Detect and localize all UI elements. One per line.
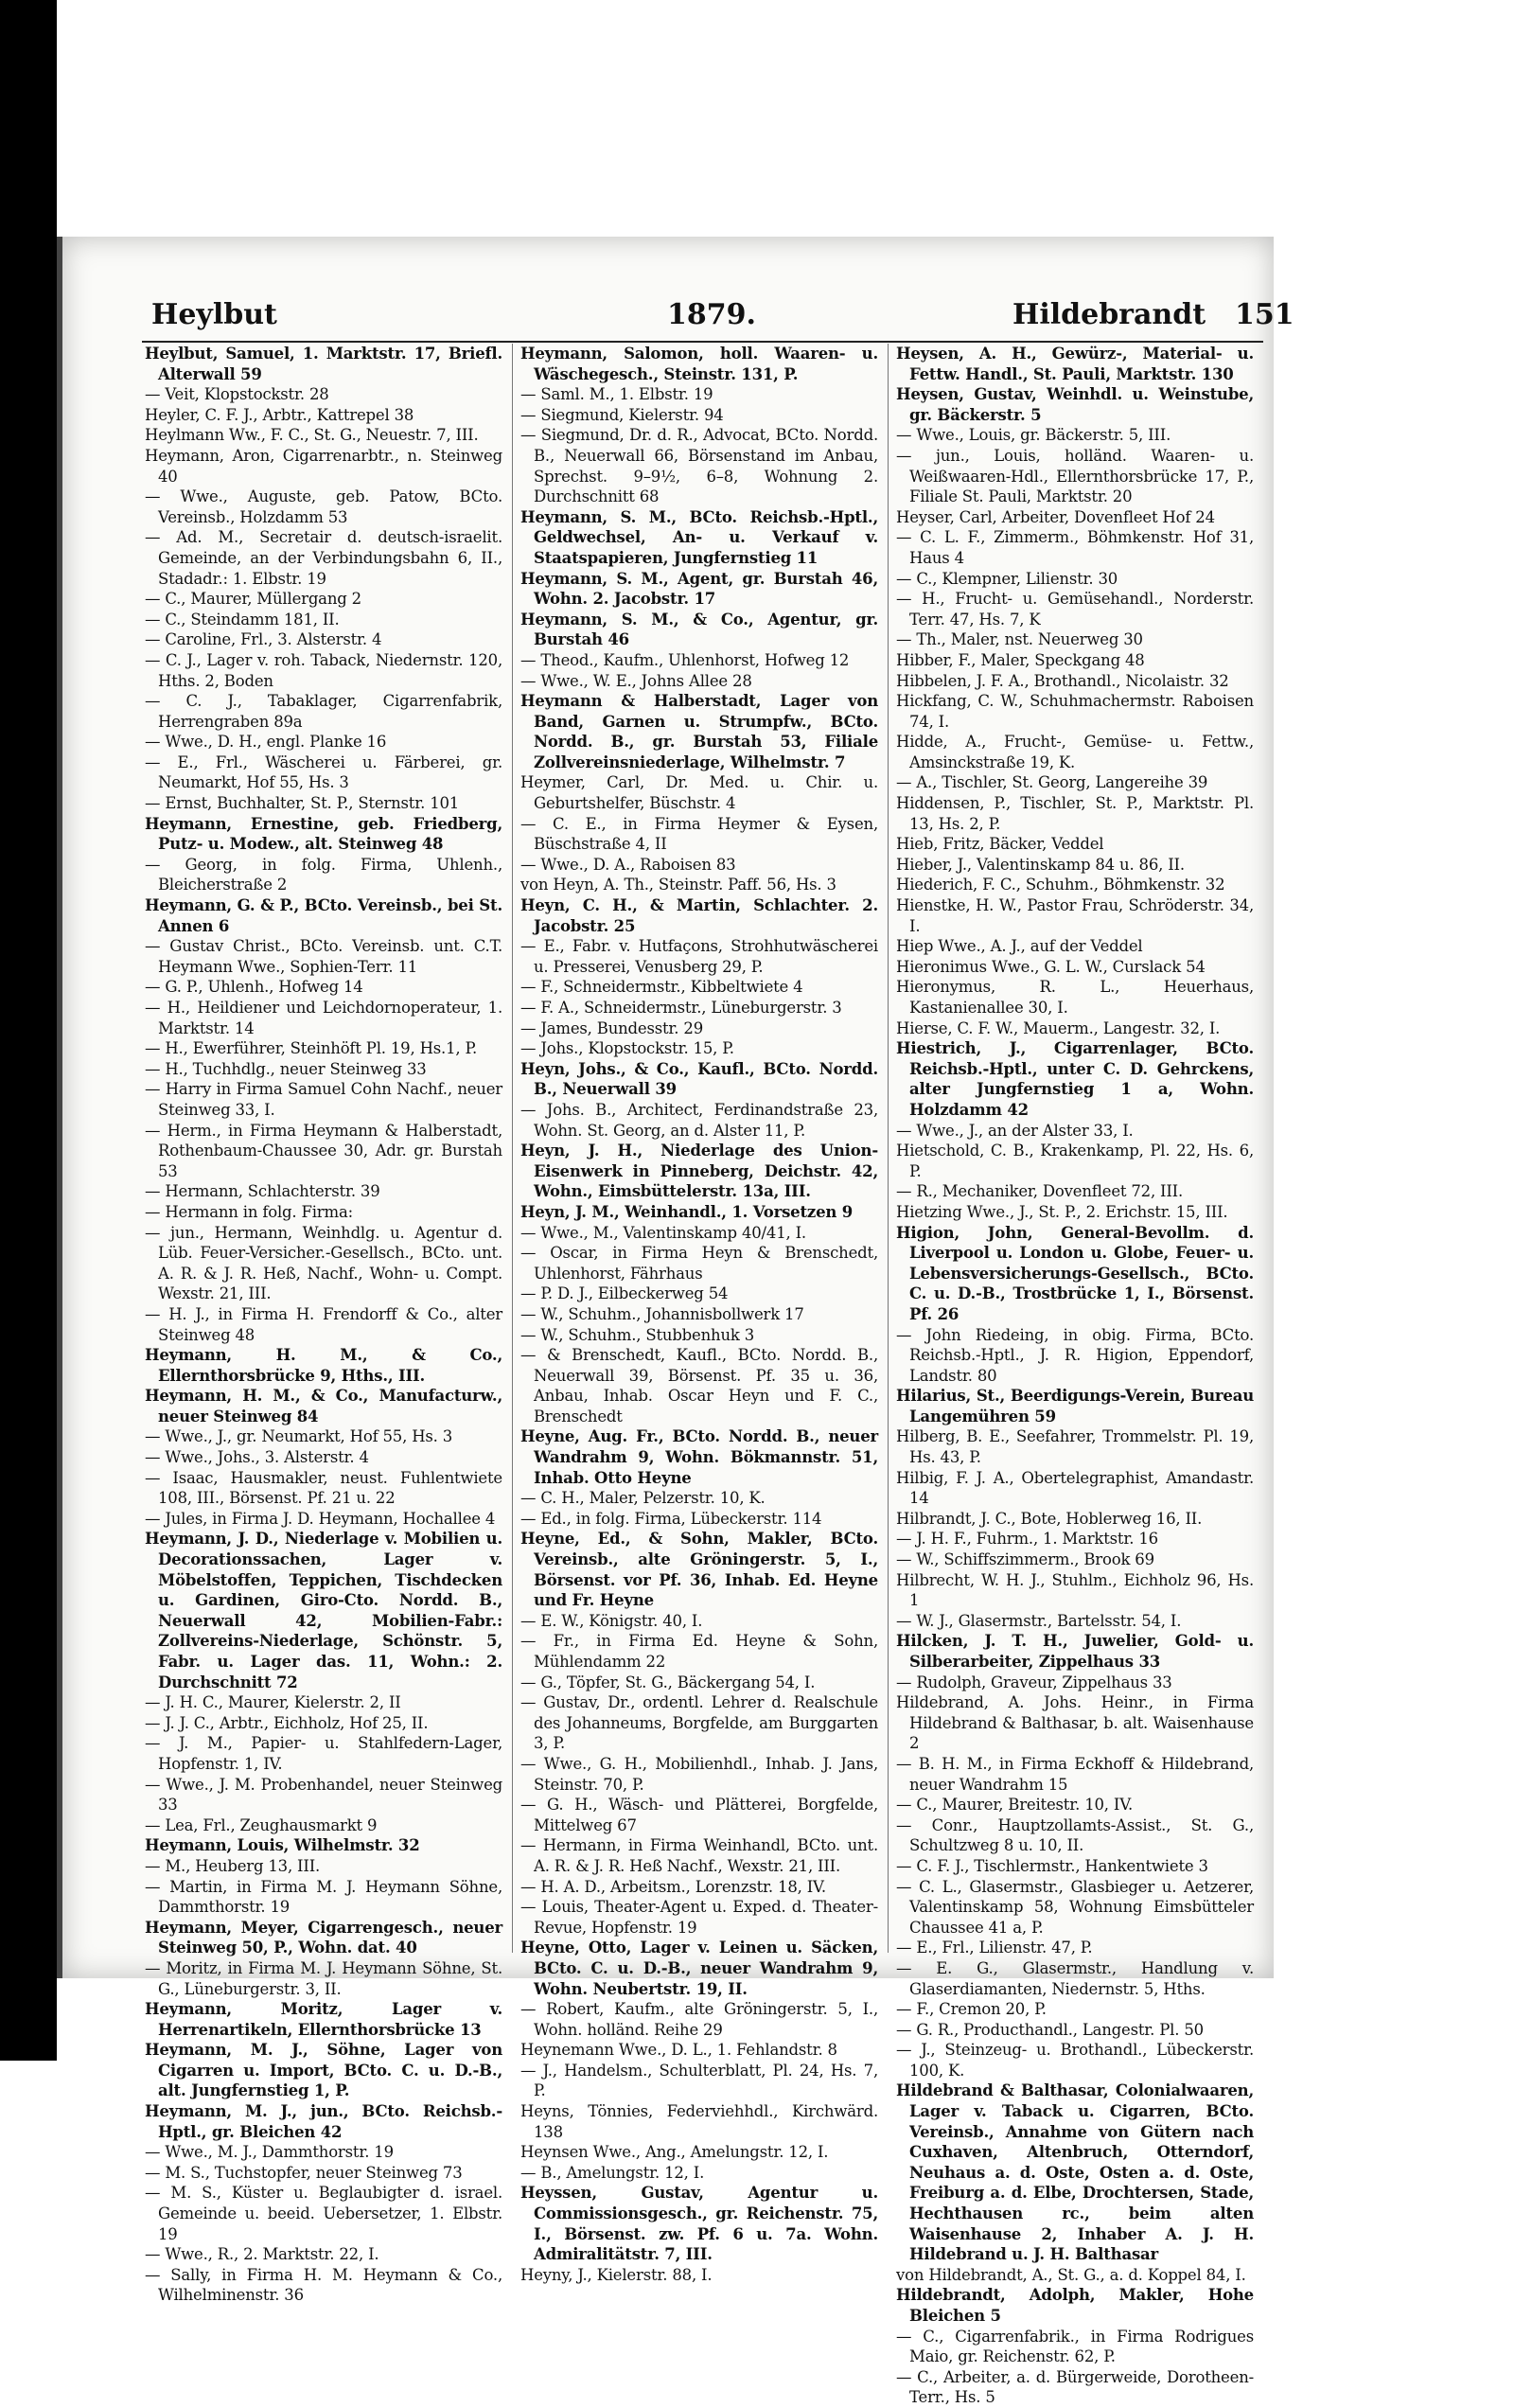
directory-entry: Hilbrandt, J. C., Bote, Hoblerweg 16, II. <box>896 1509 1203 1528</box>
directory-entry: — J. J. C., Arbtr., Eichholz, Hof 25, II. <box>145 1713 429 1732</box>
directory-entry: — M. S., Küster u. Beglaubigter d. israel. Gemeinde u. beeid. Uebersetzer, 1. Elbstr. 19 <box>145 2184 502 2243</box>
directory-entry: — Siegmund, Dr. d. R., Advocat, BCto. Nordd. B., Neuerwall 66, Börsenstand im Anbau, Sprechst. 9–9½, 6–8, Wohnung 2. Durchschnitt 68 <box>520 426 878 506</box>
directory-entry: — Wwe., M., Valentinskamp 40/41, I. <box>520 1223 806 1242</box>
directory-entry: — C. J., Lager v. roh. Taback, Niedernstr. 120, Hths. 2, Boden <box>145 650 502 690</box>
directory-entry: Heyn, Johs., & Co., Kaufl., BCto. Nordd. B., Neuerwall 39 <box>520 1059 878 1099</box>
directory-entry: — C., Klempner, Lilienstr. 30 <box>896 569 1118 588</box>
directory-entry: — C. L., Glasermstr., Glasbieger u. Aetzerer, Valentinskamp 58, Wohnung Eimsbütteler Chaussee 41 a, P. <box>896 1877 1254 1937</box>
header-rule <box>142 341 1263 343</box>
directory-entry: — Veit, Klopstockstr. 28 <box>145 385 329 404</box>
directory-entry: Hibbelen, J. F. A., Brothandl., Nicolaistr. 32 <box>896 671 1229 690</box>
directory-entry: — Wwe., J. M. Probenhandel, neuer Steinweg 33 <box>145 1775 502 1815</box>
directory-entry: — C., Maurer, Müllergang 2 <box>145 590 361 609</box>
header-year: 1879. <box>667 298 756 331</box>
directory-entry: — Robert, Kaufm., alte Gröningerstr. 5, I., Wohn. holländ. Reihe 29 <box>520 2000 878 2039</box>
directory-entry: — Oscar, in Firma Heyn & Brenschedt, Uhlenhorst, Fährhaus <box>520 1244 878 1283</box>
directory-entry: — Harry in Firma Samuel Cohn Nachf., neuer Steinweg 33, I. <box>145 1080 502 1119</box>
directory-entry: Hickfang, C. W., Schuhmachermstr. Raboisen 74, I. <box>896 692 1254 731</box>
directory-entry: Heymann, Ernestine, geb. Friedberg, Putz- u. Modew., alt. Steinweg 48 <box>145 814 502 854</box>
directory-entry: — Saml. M., 1. Elbstr. 19 <box>520 385 713 404</box>
directory-entry: Heyn, J. M., Weinhandl., 1. Vorsetzen 9 <box>520 1202 853 1221</box>
directory-entry: — C. F. J., Tischlermstr., Hankentwiete 3 <box>896 1856 1208 1875</box>
directory-entry: Hilcken, J. T. H., Juwelier, Gold- u. Silberarbeiter, Zippelhaus 33 <box>896 1632 1254 1671</box>
directory-entry: Hierse, C. F. W., Mauerm., Langestr. 32, I. <box>896 1018 1221 1037</box>
directory-entry: — Wwe., Auguste, geb. Patow, BCto. Vereinsb., Holzdamm 53 <box>145 487 502 526</box>
directory-entry: Hilbrecht, W. H. J., Stuhlm., Eichholz 96, Hs. 1 <box>896 1570 1254 1610</box>
directory-entry: Heymann, Aron, Cigarrenarbtr., n. Steinweg 40 <box>145 446 502 486</box>
directory-entry: — John Riedeing, in obig. Firma, BCto. Reichsb.-Hptl., J. R. Higion, Eppendorf, Landstr. 80 <box>896 1325 1254 1385</box>
directory-entry: Heymann, M. J., Söhne, Lager von Cigarren u. Import, BCto. C. u. D.-B., alt. Jungfernstieg 1, P. <box>145 2041 502 2100</box>
directory-entry: — Hermann, in Firma Weinhandl, BCto. unt. A. R. & J. R. Heß Nachf., Wexstr. 21, III. <box>520 1836 878 1875</box>
directory-entry: — W. J., Glasermstr., Bartelsstr. 54, I. <box>896 1611 1182 1630</box>
directory-entry: Hilarius, St., Beerdigungs-Verein, Bureau Langemühren 59 <box>896 1387 1254 1425</box>
directory-entry: — M. S., Tuchstopfer, neuer Steinweg 73 <box>145 2163 463 2182</box>
directory-entry: Heynsen Wwe., Ang., Amelungstr. 12, I. <box>520 2143 829 2162</box>
directory-entry: Hietschold, C. B., Krakenkamp, Pl. 22, Hs. 6, P. <box>896 1142 1254 1180</box>
directory-entry: — Conr., Hauptzollamts-Assist., St. G., Schultzweg 8 u. 10, II. <box>896 1815 1254 1855</box>
directory-entry: — Johs. B., Architect, Ferdinandstraße 23, Wohn. St. Georg, an d. Alster 11, P. <box>520 1100 878 1140</box>
directory-entry: — Gustav, Dr., ordentl. Lehrer d. Realschule des Johanneums, Borgfelde, am Burggarten 3, P. <box>520 1693 878 1753</box>
directory-entry: — C. E., in Firma Heymer & Eysen, Büschstraße 4, II <box>520 814 878 854</box>
directory-entry: Higion, John, General-Bevollm. d. Liverpool u. London u. Globe, Feuer- u. Lebensversicherungs-Gesellsch., BCto. C. u. D.-B., Trostbrücke 1, I., Börsenst. Pf. 26 <box>896 1223 1254 1323</box>
directory-entry: Heymann, J. D., Niederlage v. Mobilien u. Decorationssachen, Lager v. Möbelstoffen, Teppichen, Tischdecken u. Gardinen, Giro-Cto. Nordd. B., Neuerwall 42, Mobilien-Fabr.: Zollvereins-Niederlage, Schönstr. 5, Fabr. u. Lager das. 11, Wohn.: 2. Durchschnitt 72 <box>145 1530 502 1691</box>
directory-entry: — M., Heuberg 13, III. <box>145 1856 321 1875</box>
directory-entry: — J. M., Papier- u. Stahlfedern-Lager, Hopfenstr. 1, IV. <box>145 1734 502 1773</box>
directory-entry: — H., Heildiener und Leichdornoperateur, 1. Marktstr. 14 <box>145 999 502 1037</box>
directory-entry: — B., Amelungstr. 12, I. <box>520 2163 705 2182</box>
directory-entry: Hietzing Wwe., J., St. P., 2. Erichstr. 15, III. <box>896 1202 1228 1221</box>
directory-entry: — Ad. M., Secretair d. deutsch-israelit. Gemeinde, an der Verbindungsbahn 6, II., Stadadr.: 1. Elbstr. 19 <box>145 528 502 588</box>
directory-entry: — Fr., in Firma Ed. Heyne & Sohn, Mühlendamm 22 <box>520 1632 878 1671</box>
directory-entry: — C. H., Maler, Pelzerstr. 10, K. <box>520 1489 766 1508</box>
directory-entry: Heyns, Tönnies, Federviehhdl., Kirchwärd. 138 <box>520 2102 878 2141</box>
directory-entry: Heyny, J., Kielerstr. 88, I. <box>520 2265 713 2284</box>
directory-entry: — Wwe., G. H., Mobilienhdl., Inhab. J. Jans, Steinstr. 70, P. <box>520 1754 878 1794</box>
directory-entry: Heymann & Halberstadt, Lager von Band, Garnen u. Strumpfw., BCto. Nordd. B., gr. Burstah 53, Filiale Zollvereinsniederlage, Wilhelmstr. 7 <box>520 692 878 771</box>
directory-entry: Hilberg, B. E., Seefahrer, Trommelstr. Pl. 19, Hs. 43, P. <box>896 1427 1254 1467</box>
directory-entry: Heyser, Carl, Arbeiter, Dovenfleet Hof 24 <box>896 507 1215 526</box>
directory-entry: — Jules, in Firma J. D. Heymann, Hochallee 4 <box>145 1509 496 1528</box>
directory-entry: — C., Arbeiter, a. d. Bürgerweide, Dorotheen-Terr., Hs. 5 <box>896 2367 1254 2407</box>
directory-entry: — James, Bundesstr. 29 <box>520 1018 703 1037</box>
directory-entry: Heymann, Salomon, holl. Waaren- u. Wäschegesch., Steinstr. 131, P. <box>520 345 878 383</box>
directory-entry: — G., Töpfer, St. G., Bäckergang 54, I. <box>520 1673 816 1691</box>
directory-entry: Heyne, Ed., & Sohn, Makler, BCto. Vereinsb., alte Gröningerstr. 5, I., Börsenst. vor Pf. 36, Inhab. Ed. Heyne und Fr. Heyne <box>520 1530 878 1610</box>
directory-entry: — E., Frl., Wäscherei u. Färberei, gr. Neumarkt, Hof 55, Hs. 3 <box>145 752 502 792</box>
directory-entry: Heymer, Carl, Dr. Med. u. Chir. u. Geburtshelfer, Büschstr. 4 <box>520 773 878 813</box>
directory-entry: — W., Schuhm., Johannisbollwerk 17 <box>520 1304 804 1323</box>
directory-entry: — E., Frl., Lilienstr. 47, P. <box>896 1939 1093 1957</box>
directory-entry: — Hermann, Schlachterstr. 39 <box>145 1182 380 1201</box>
directory-entry: Heyne, Otto, Lager v. Leinen u. Säcken, BCto. C. u. D.-B., neuer Wandrahm 9, Wohn. Neubertstr. 19, II. <box>520 1939 878 1998</box>
directory-entry: Heymann, M. J., jun., BCto. Reichsb.-Hptl., gr. Bleichen 42 <box>145 2102 502 2141</box>
directory-entry: Hibber, F., Maler, Speckgang 48 <box>896 650 1145 669</box>
directory-entry: — Martin, in Firma M. J. Heymann Söhne, Dammthorstr. 19 <box>145 1877 502 1917</box>
directory-entry: — & Brenschedt, Kaufl., BCto. Nordd. B., Neuerwall 39, Börsenst. Pf. 35 u. 36, Anbau, Inhab. Oscar Heyn und F. C., Brenschedt <box>520 1346 878 1425</box>
directory-entry: Heymann, S. M., Agent, gr. Burstah 46, Wohn. 2. Jacobstr. 17 <box>520 569 878 609</box>
directory-entry: — H. J., in Firma H. Frendorff & Co., alter Steinweg 48 <box>145 1304 502 1344</box>
directory-entry: Hildebrand, A. Johs. Heinr., in Firma Hildebrand & Balthasar, b. alt. Waisenhause 2 <box>896 1693 1254 1753</box>
directory-entry: — A., Tischler, St. Georg, Langereihe 39 <box>896 773 1208 792</box>
directory-entry: von Hildebrandt, A., St. G., a. d. Koppel 84, I. <box>896 2265 1246 2284</box>
directory-entry: — Wwe., Johs., 3. Alsterstr. 4 <box>145 1448 369 1467</box>
directory-entry: Heynemann Wwe., D. L., 1. Fehlandstr. 8 <box>520 2041 837 2060</box>
directory-entry: Hiddensen, P., Tischler, St. P., Marktstr. Pl. 13, Hs. 2, P. <box>896 794 1254 833</box>
column-3 <box>896 344 1254 2408</box>
column-divider <box>512 344 513 1953</box>
directory-entry: — E. G., Glasermstr., Handlung v. Glaserdiamanten, Niedernstr. 5, Hths. <box>896 1958 1254 1998</box>
column-divider <box>888 344 889 1953</box>
directory-entry: — Siegmund, Kielerstr. 94 <box>520 405 724 424</box>
directory-entry: Heyler, C. F. J., Arbtr., Kattrepel 38 <box>145 405 414 424</box>
directory-entry: — Ed., in folg. Firma, Lübeckerstr. 114 <box>520 1509 822 1528</box>
directory-entry: — C., Maurer, Breitestr. 10, IV. <box>896 1796 1134 1815</box>
directory-entry: Heyssen, Gustav, Agentur u. Commissionsgesch., gr. Reichenstr. 75, I., Börsenst. zw. Pf. 6 u. 7a. Wohn. Admiralitätstr. 7, III. <box>520 2184 878 2264</box>
directory-entry: Hienstke, H. W., Pastor Frau, Schröderstr. 34, I. <box>896 896 1254 935</box>
directory-entry: Heymann, Moritz, Lager v. Herrenartikeln, Ellernthorsbrücke 13 <box>145 2000 502 2039</box>
directory-entry: Hilbig, F. J. A., Obertelegraphist, Amandastr. 14 <box>896 1468 1254 1508</box>
directory-entry: — J. H. F., Fuhrm., 1. Marktstr. 16 <box>896 1530 1158 1549</box>
directory-entry: — Isaac, Hausmakler, neust. Fuhlentwiete 108, III., Börsenst. Pf. 21 u. 22 <box>145 1468 502 1508</box>
directory-entry: — Caroline, Frl., 3. Alsterstr. 4 <box>145 630 382 649</box>
directory-entry: — H., Tuchhdlg., neuer Steinweg 33 <box>145 1059 427 1078</box>
directory-entry: — Wwe., J., gr. Neumarkt, Hof 55, Hs. 3 <box>145 1427 453 1446</box>
directory-entry: — F., Schneidermstr., Kibbeltwiete 4 <box>520 978 803 997</box>
column-1 <box>145 344 502 2306</box>
directory-entry: — G. P., Uhlenh., Hofweg 14 <box>145 978 363 997</box>
page-number: 151 <box>1235 298 1294 331</box>
directory-entry: — H., Frucht- u. Gemüsehandl., Norderstr. Terr. 47, Hs. 7, K <box>896 590 1254 629</box>
directory-entry: — J., Handelsm., Schulterblatt, Pl. 24, Hs. 7, P. <box>520 2061 878 2100</box>
directory-entry: — J., Steinzeug- u. Brothandl., Lübeckerstr. 100, K. <box>896 2041 1254 2080</box>
directory-entry: — P. D. J., Eilbeckerweg 54 <box>520 1284 729 1303</box>
directory-entry: — jun., Hermann, Weinhdlg. u. Agentur d. Lüb. Feuer-Versicher.-Gesellsch., BCto. unt. A. R. & J. R. Heß, Nachf., Wohn- u. Compt. Wexstr. 21, III. <box>145 1223 502 1303</box>
directory-entry: — Theod., Kaufm., Uhlenhorst, Hofweg 12 <box>520 650 850 669</box>
directory-entry: — Georg, in folg. Firma, Uhlenh., Bleicherstraße 2 <box>145 855 502 894</box>
directory-entry: Heymann, H. M., & Co., Ellernthorsbrücke 9, Hths., III. <box>145 1346 502 1385</box>
directory-entry: Heymann, S. M., & Co., Agentur, gr. Burstah 46 <box>520 610 878 649</box>
directory-entry: — F., Cremon 20, P. <box>896 2000 1047 2019</box>
directory-entry: — E. W., Königstr. 40, I. <box>520 1611 703 1630</box>
scan-border-left <box>0 0 57 2061</box>
directory-entry: — Gustav Christ., BCto. Vereinsb. unt. C.T. Heymann Wwe., Sophien-Terr. 11 <box>145 937 502 976</box>
directory-entry: — E., Fabr. v. Hutfaçons, Strohhutwäscherei u. Presserei, Venusberg 29, P. <box>520 937 878 976</box>
directory-entry: Hiederich, F. C., Schuhm., Böhmkenstr. 32 <box>896 876 1225 894</box>
directory-entry: Heyn, C. H., & Martin, Schlachter. 2. Jacobstr. 25 <box>520 896 878 935</box>
directory-entry: Heysen, Gustav, Weinhdl. u. Weinstube, gr. Bäckerstr. 5 <box>896 385 1254 424</box>
directory-entry: Heyne, Aug. Fr., BCto. Nordd. B., neuer Wandrahm 9, Wohn. Bökmannstr. 51, Inhab. Otto Heyne <box>520 1427 878 1487</box>
directory-entry: — H. A. D., Arbeitsm., Lorenzstr. 18, IV. <box>520 1877 826 1896</box>
directory-entry: — jun., Louis, holländ. Waaren- u. Weißwaaren-Hdl., Ellernthorsbrücke 17, P., Filiale St. Pauli, Marktstr. 20 <box>896 446 1254 506</box>
directory-entry: — Ernst, Buchhalter, St. P., Sternstr. 101 <box>145 794 460 813</box>
directory-entry: — F. A., Schneidermstr., Lüneburgerstr. 3 <box>520 999 842 1017</box>
header-first-entry: Heylbut <box>151 298 277 331</box>
directory-entry: — Lea, Frl., Zeughausmarkt 9 <box>145 1815 378 1834</box>
directory-entry: — Wwe., Louis, gr. Bäckerstr. 5, III. <box>896 426 1171 445</box>
column-2 <box>520 344 878 2285</box>
directory-entry: Hiep Wwe., A. J., auf der Veddel <box>896 937 1143 956</box>
directory-entry: — Johs., Klopstockstr. 15, P. <box>520 1039 734 1058</box>
directory-entry: — C., Steindamm 181, II. <box>145 610 340 629</box>
header-last-entry: Hildebrandt <box>1012 298 1206 331</box>
directory-entry: — Hermann in folg. Firma: <box>145 1202 353 1221</box>
directory-entry: Hieronymus, R. L., Heuerhaus, Kastanienallee 30, I. <box>896 978 1254 1017</box>
directory-entry: — Wwe., D. A., Raboisen 83 <box>520 855 736 874</box>
directory-entry: — Wwe., D. H., engl. Planke 16 <box>145 733 387 752</box>
directory-entry: — C. J., Tabaklager, Cigarrenfabrik, Herrengraben 89a <box>145 692 502 731</box>
directory-entry: — Sally, in Firma H. M. Heymann & Co., Wilhelminenstr. 36 <box>145 2265 502 2305</box>
page-header <box>137 298 1294 336</box>
directory-entry: — Wwe., M. J., Dammthorstr. 19 <box>145 2143 394 2162</box>
directory-entry: Heymann, S. M., BCto. Reichsb.-Hptl., Geldwechsel, An- u. Verkauf v. Staatspapieren, Jungfernstieg 11 <box>520 507 878 567</box>
directory-entry: Heyn, J. H., Niederlage des Union-Eisenwerk in Pinneberg, Deichstr. 42, Wohn., Eimsbüttelerstr. 13a, III. <box>520 1142 878 1201</box>
directory-entry: — G. H., Wäsch- und Plätterei, Borgfelde, Mittelweg 67 <box>520 1796 878 1834</box>
directory-entry: Hiestrich, J., Cigarrenlager, BCto. Reichsb.-Hptl., unter C. D. Gehrckens, alter Jungfernstieg 1 a, Wohn. Holzdamm 42 <box>896 1039 1254 1119</box>
directory-entry: Heylmann Ww., F. C., St. G., Neuestr. 7, III. <box>145 426 479 445</box>
directory-entry: — J. H. C., Maurer, Kielerstr. 2, II <box>145 1693 401 1712</box>
directory-entry: — G. R., Producthandl., Langestr. Pl. 50 <box>896 2020 1204 2039</box>
directory-entry: Heymann, G. & P., BCto. Vereinsb., bei St. Annen 6 <box>145 896 502 935</box>
directory-entry: — Rudolph, Graveur, Zippelhaus 33 <box>896 1673 1172 1691</box>
directory-entry: — Th., Maler, nst. Neuerweg 30 <box>896 630 1143 649</box>
directory-entry: Hieber, J., Valentinskamp 84 u. 86, II. <box>896 855 1185 874</box>
directory-entry: — C. L. F., Zimmerm., Böhmkenstr. Hof 31, Haus 4 <box>896 528 1254 567</box>
directory-entry: — Moritz, in Firma M. J. Heymann Söhne, St. G., Lüneburgerstr. 3, II. <box>145 1958 502 1998</box>
directory-entry: von Heyn, A. Th., Steinstr. Paff. 56, Hs. 3 <box>520 876 836 894</box>
directory-entry: Hidde, A., Frucht-, Gemüse- u. Fettw., Amsinckstraße 19, K. <box>896 733 1254 771</box>
directory-entry: — Wwe., R., 2. Marktstr. 22, I. <box>145 2245 379 2264</box>
directory-entry: — W., Schuhm., Stubbenhuk 3 <box>520 1325 755 1344</box>
directory-entry: — Wwe., J., an der Alster 33, I. <box>896 1121 1134 1140</box>
directory-entry: Hieronimus Wwe., G. L. W., Curslack 54 <box>896 957 1206 976</box>
directory-entry: Heymann, Meyer, Cigarrengesch., neuer Steinweg 50, P., Wohn. dat. 40 <box>145 1918 502 1957</box>
directory-page <box>137 289 1294 2407</box>
directory-entry: — R., Mechaniker, Dovenfleet 72, III. <box>896 1182 1184 1201</box>
directory-entry: Heymann, H. M., & Co., Manufacturw., neuer Steinweg 84 <box>145 1387 502 1425</box>
directory-entry: Heysen, A. H., Gewürz-, Material- u. Fettw. Handl., St. Pauli, Marktstr. 130 <box>896 345 1254 383</box>
directory-entry: — Wwe., W. E., Johns Allee 28 <box>520 671 752 690</box>
directory-entry: — H., Ewerführer, Steinhöft Pl. 19, Hs.1, P. <box>145 1039 478 1058</box>
directory-entry: Hildebrand & Balthasar, Colonialwaaren, Lager v. Taback u. Cigarren, BCto. Vereinsb., Annahme von Gütern nach Cuxhaven, Altenbruch, Otterndorf, Neuhaus a. d. Oste, Osten a. d. Oste, Freiburg a. d. Elbe, Drochtersen, Stade, Hechthausen rc., beim alten Waisenhause 2, Inhaber A. J. H. Hildebrand u. J. H. Balthasar <box>896 2081 1254 2264</box>
directory-entry: — B. H. M., in Firma Eckhoff & Hildebrand, neuer Wandrahm 15 <box>896 1754 1254 1794</box>
directory-entry: Heymann, Louis, Wilhelmstr. 32 <box>145 1836 420 1855</box>
directory-entry: — W., Schiffszimmerm., Brook 69 <box>896 1550 1154 1569</box>
directory-entry: — C., Cigarrenfabrik., in Firma Rodrigues Maio, gr. Reichenstr. 62, P. <box>896 2327 1254 2366</box>
directory-entry: — Louis, Theater-Agent u. Exped. d. Theater-Revue, Hopfenstr. 19 <box>520 1898 878 1937</box>
directory-entry: Hildebrandt, Adolph, Makler, Hohe Bleichen 5 <box>896 2286 1254 2325</box>
directory-entry: — Herm., in Firma Heymann & Halberstadt, Rothenbaum-Chaussee 30, Adr. gr. Burstah 53 <box>145 1121 502 1180</box>
directory-entry: Heylbut, Samuel, 1. Marktstr. 17, Briefl. Alterwall 59 <box>145 345 502 383</box>
directory-entry: Hieb, Fritz, Bäcker, Veddel <box>896 835 1104 854</box>
